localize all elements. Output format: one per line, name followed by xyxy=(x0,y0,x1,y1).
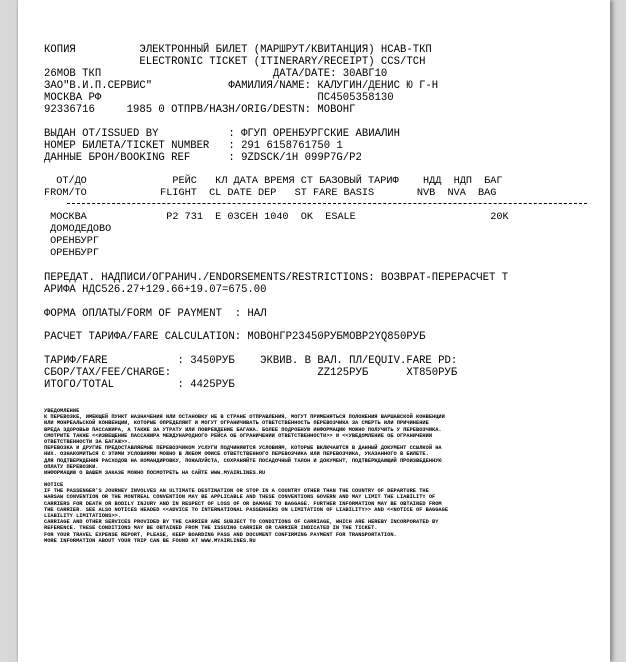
notice-en-line: IF THE PASSENGER'S JOURNEY INVOLVES AN ULTIMATE DESTINATION OR STOP IN A COUNTRY OTHER THAN THE COUNTRY OF DEPARTURE THE xyxy=(44,488,429,495)
notice-en-line: MORE INFORMATION ABOUT YOUR TRIP CAN BE FOUND AT WWW.MYAIRLINES.RU xyxy=(44,537,256,544)
fare-line: ТАРИФ/FARE : 3450РУБ ЭКВИВ. В ВАЛ. ПЛ/EQUIV.FARE PD: xyxy=(44,355,458,367)
endorsements-line-continued: АРИФА НДС526.27+129.66+19.07=675.00 xyxy=(44,284,267,296)
header-city-passport-line: МОСКВА РФ ПС4505358130 xyxy=(44,92,394,104)
notice-en-line: WARSAW CONVENTION OR THE MONTREAL CONVENTION MAY BE APPLICABLE AND THESE CONVENTIONS GOVERN AND MAY LIMIT THE LIABILITY OF xyxy=(44,494,436,501)
booking-ref-line: ДАННЫЕ БРОН/BOOKING REF : 9ZDSCK/1H 099P7G/P2 xyxy=(44,152,362,164)
fare-calculation-line: РАСЧЕТ ТАРИФА/FARE CALCULATION: МОВОНГР23450РУБМОВР2YQ850РУБ xyxy=(44,331,426,343)
notice-ru-line: ДЛЯ ПОДТВЕРЖДЕНИЯ РАСХОДОВ НА КОМАНДИРОВКУ, ПОЖАЛУЙСТА, СОХРАНЯЙТЕ ПОСАДОЧНЫЙ ТАЛОН И ДОКУМЕНТ, ПОДТВЕРЖДАЮЩИЙ ПРОИЗВЕДЕННУЮ xyxy=(44,457,442,464)
header-orig-destn-line: 92336716 1985 0 ОТПРВ/НАЗН/ORIG/DESTN: МОВОНГ xyxy=(44,104,356,116)
notice-ru-line: ПЕРЕВОЗКА И ДРУГИЕ ПРЕДОСТАВЛЯЕМЫЕ ПЕРЕВОЗЧИКОМ УСЛУГИ ПОДЧИНЯЮТСЯ УСЛОВИЯМ, КОТОРЫЕ ВКЛЮЧАЮТСЯ В ДАННЫЙ ДОКУМЕНТ ССЫЛКОЙ НА xyxy=(44,445,442,452)
ticket-number-line: НОМЕР БИЛЕТА/TICKET NUMBER : 291 6158761750 1 xyxy=(44,140,343,152)
notice-en-line: FOR YOUR TRAVEL EXPENSE REPORT, PLEASE, KEEP BOARDING PASS AND DOCUMENT CONFIRMING PAYMENT FOR TRANSPORTATION. xyxy=(44,531,397,538)
endorsements-line: ПЕРЕДАТ. НАДПИСИ/ОГРАНИЧ./ENDORSEMENTS/RESTRICTIONS: ВОЗВРАТ-ПЕРЕРАСЧЕТ Т xyxy=(44,272,509,284)
issued-by-line: ВЫДАН ОТ/ISSUED BY : ФГУП ОРЕНБУРГСКИЕ АВИАЛИН xyxy=(44,128,401,140)
notice-en-line: CARRIAGE AND OTHER SERVICES PROVIDED BY THE CARRIER ARE SUBJECT TO CONDITIONS OF CARRIAGE, WHICH ARE HEREBY INCORPORATED BY xyxy=(44,519,439,526)
notice-en-line: REFERENCE. THESE CONDITIONS MAY BE OBTAINED FROM THE ISSUING CARRIER OR CARRIER INDICATED IN THE TICKET. xyxy=(44,525,378,532)
header-copy-title-line: КОПИЯ ЭЛЕКТРОННЫЙ БИЛЕТ (МАРШРУТ/КВИТАНЦИЯ) НСАВ-ТКП xyxy=(44,44,432,56)
header-english-title-line: ELECTRONIC TICKET (ITINERARY/RECEIPT) CCS/TCH xyxy=(44,56,426,68)
notice-en-line: LIABILITY LIMITATIONS>>. xyxy=(44,513,121,519)
header-date-line: 26МОВ ТКП ДАТА/DATE: 30АВГ10 xyxy=(44,68,388,80)
total-line: ИТОГО/TOTAL : 4425РУБ xyxy=(44,379,235,391)
itinerary-header-en: FROM/TO FLIGHT CL DATE DEP ST FARE BASIS NVB NVA BAG xyxy=(44,188,497,199)
notice-ru-line: НИХ. ОЗНАКОМИТЬСЯ С ЭТИМИ УСЛОВИЯМИ МОЖНО В ЛЮБОМ ОФИСЕ ОТВЕТСТВЕННОГО ПЕРЕВОЗЧИКА ИЛИ ПЕРЕВОЗЧИКА, УКАЗАННОГО В БИЛЕТЕ. xyxy=(44,451,429,458)
notice-ru-line: ОПЛАТУ ПЕРЕВОЗКИ. xyxy=(44,463,99,470)
itinerary-row: ДОМОДЕДОВО xyxy=(44,224,112,235)
header-agency-name-line: ЗАО"В.И.П.СЕРВИС" ФАМИЛИЯ/NAME: КАЛУГИН/ДЕНИС Ю Г-Н xyxy=(44,80,439,92)
notice-ru-line: СМОТРИТЕ ТАКЖЕ <<ИЗВЕЩЕНИЕ ПАССАЖИРА МЕЖДУНАРОДНОГО РЕЙСА ОБ ОГРАНИЧЕНИИ ОТВЕТСТВЕННОСТИ>> И <<УВЕДОМЛЕНИЕ ОБ ОГРАНИЧЕНИИ xyxy=(44,432,433,439)
notice-en-line: THE CARRIER. SEE ALSO NOTICES HEADED <<ADVICE TO INTERNATIONAL PASSENGERS ON LIMITATION OF LIABILITY>> AND <<NOTICE OF BAGGAGE xyxy=(44,506,449,513)
ticket-page xyxy=(18,0,610,662)
notice-ru-line: ВРЕДА ЗДОРОВЬЮ ПАССАЖИРА, А ТАКЖЕ ЗА УТРАТУ ИЛИ ПОВРЕЖДЕНИЕ БАГАЖА. БОЛЕЕ ПОДРОБНУЮ ИНФОРМАЦИЮ МОЖНО ПОЛУЧИТЬ У ПЕРЕВОЗЧИКА. xyxy=(44,426,442,433)
notice-en-line: CARRIERS FOR DEATH OR BODILY INJURY AND IN RESPECT OF LOSS OF OR DAMAGE TO BAGGAGE. FURTHER INFORMATION MAY BE OBTAINED FROM xyxy=(44,500,442,507)
itinerary-row: ОРЕНБУРГ xyxy=(44,248,100,259)
itinerary-header-ru: ОТ/ДО РЕЙС КЛ ДАТА ВРЕМЯ СТ БАЗОВЫЙ ТАРИФ НДД НДП БАГ xyxy=(44,176,503,187)
tax-line: СБОР/TAX/FEE/CHARGE: ZZ125РУБ XT850РУБ xyxy=(44,367,458,379)
itinerary-separator xyxy=(67,203,587,204)
notice-ru-line: К ПЕРЕВОЗКЕ, ИМЕЮЩЕЙ ПУНКТ НАЗНАЧЕНИЯ ИЛИ ОСТАНОВКУ НЕ В СТРАНЕ ОТПРАВЛЕНИЯ, МОГУТ ПРИМЕНЯТЬСЯ ПОЛОЖЕНИЯ ВАРШАВСКОЙ КОНВЕНЦИИ xyxy=(44,414,445,421)
notice-en-line: NOTICE xyxy=(44,482,64,488)
notice-ru-line: ОТВЕТСТВЕННОСТИ ЗА БАГАЖ>>. xyxy=(44,439,131,445)
notice-ru-line: ИЛИ МОНРЕАЛЬСКОЙ КОНВЕНЦИИ, КОТОРЫЕ ОПРЕДЕЛЯЮТ И МОГУТ ОГРАНИЧИВАТЬ ОТВЕТСТВЕННОСТЬ ПЕРЕВОЗЧИКА ЗА СМЕРТЬ ИЛИ ПРИЧИНЕНИЕ xyxy=(44,420,429,427)
notice-ru-line: УВЕДОМЛЕНИЕ xyxy=(44,408,80,414)
notice-ru-line: ИНФОРМАЦИЮ О ВАШЕМ ЗАКАЗЕ МОЖНО ПОСМОТРЕТЬ НА САЙТЕ WWW.MYAIRLINES.RU xyxy=(44,470,266,476)
form-of-payment-line: ФОРМА ОПЛАТЫ/FORM OF PAYMENT : НАЛ xyxy=(44,308,267,320)
itinerary-row: МОСКВА P2 731 E 03СЕН 1040 OK ESALE 20K xyxy=(44,212,509,223)
itinerary-row: ОРЕНБУРГ xyxy=(44,236,100,247)
